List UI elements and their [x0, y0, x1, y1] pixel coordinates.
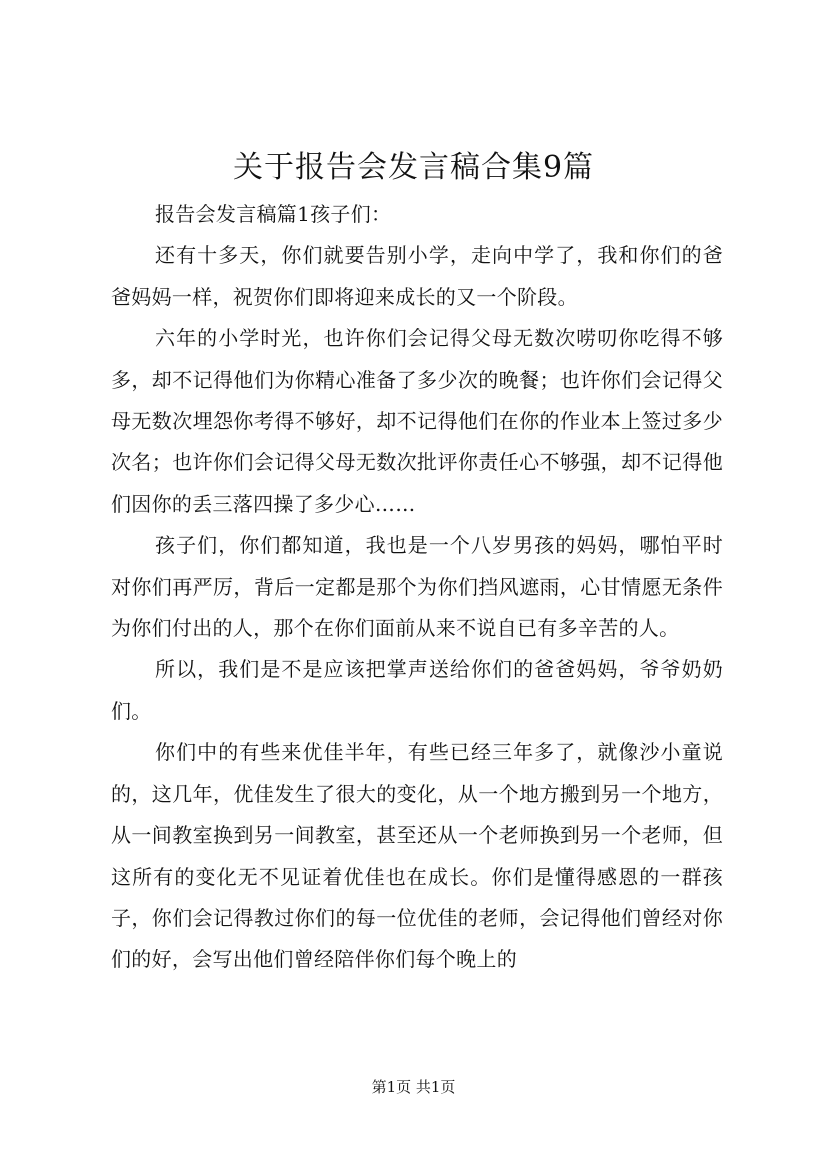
paragraph-5: 所以，我们是不是应该把掌声送给你们的爸爸妈妈，爷爷奶奶们。 — [111, 657, 723, 723]
paragraph-4: 孩子们，你们都知道，我也是一个八岁男孩的妈妈，哪怕平时对你们再严厉，背后一定都是那个为你们挡风遮雨，心甘情愿无条件为你们付出的人，那个在你们面前从来不说自已有多辛苦的人。 — [111, 533, 723, 641]
paragraph-1: 报告会发言稿篇1孩子们： — [155, 202, 392, 226]
paragraph-3: 六年的小学时光，也许你们会记得父母无数次唠叨你吃得不够多，却不记得他们为你精心准备了多少次的晚餐；也许你们会记得父母无数次埋怨你考得不够好，却不记得他们在你的作业本上签过多少次名；也许你们会记得父母无数次批评你责任心不够强，却不记得他们因你的丢三落四操了多少心…… — [111, 326, 723, 516]
document-title: 关于报告会发言稿合集9篇 — [232, 150, 595, 185]
paragraph-6: 你们中的有些来优佳半年，有些已经三年多了，就像沙小童说的，这几年，优佳发生了很大的变化，从一个地方搬到另一个地方，从一间教室换到另一间教室，甚至还从一个老师换到另一个老师，但这所有的变化无不见证着优佳也在成长。你们是懂得感恩的一群孩子，你们会记得教过你们的每一位优佳的老师，会记得他们曾经对你们的好，会写出他们曾经陪伴你们每个晚上的 — [111, 740, 723, 972]
document-body — [111, 194, 723, 981]
paragraph-2: 还有十多天，你们就要告别小学，走向中学了，我和你们的爸爸妈妈一样，祝贺你们即将迎来成长的又一个阶段。 — [111, 243, 723, 309]
page-number-footer: 第1页 共1页 — [371, 1078, 456, 1096]
